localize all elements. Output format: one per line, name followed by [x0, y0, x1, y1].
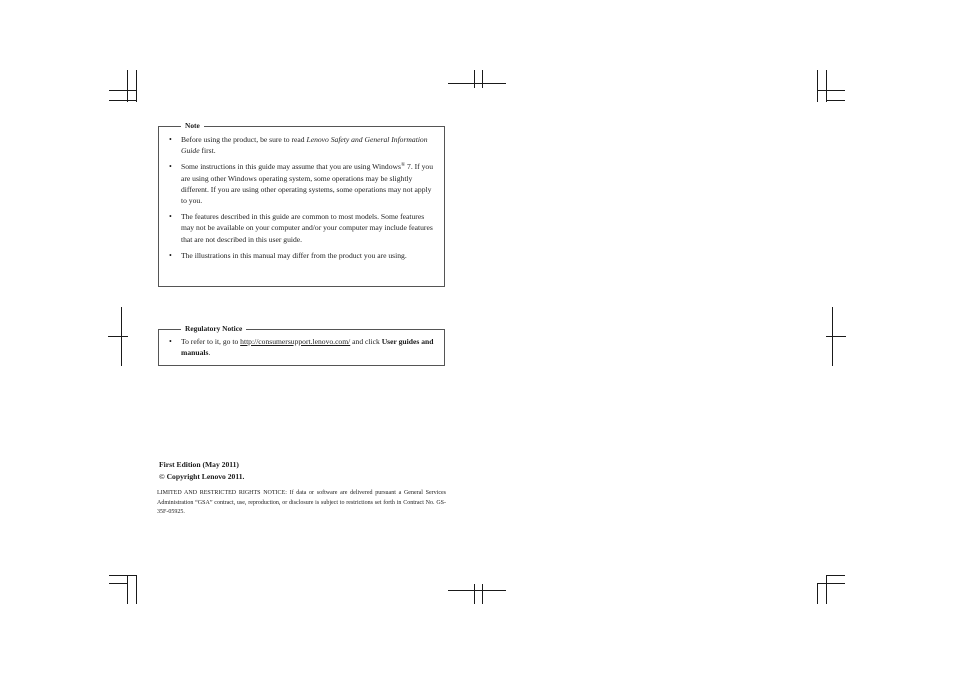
- regulatory-list: [159, 336, 444, 358]
- crop-mark: [817, 90, 845, 91]
- regulatory-title: Regulatory Notice: [181, 323, 246, 335]
- regulatory-item: • To refer to it, go to http://consumersupport.lenovo.com/ and click User guides and manuals.: [159, 336, 437, 358]
- support-link[interactable]: http://consumersupport.lenovo.com/: [240, 337, 351, 346]
- crop-mark: [826, 336, 846, 337]
- note-item: • The features described in this guide are common to most models. Some features may not be available on your computer and/or your computer may include features that are not described in this user guide.: [159, 211, 437, 245]
- note-title: Note: [181, 120, 204, 132]
- crop-mark: [109, 100, 137, 101]
- crop-mark: [817, 583, 818, 604]
- crop-mark: [448, 590, 506, 591]
- crop-mark: [121, 307, 122, 366]
- copyright-line: © Copyright Lenovo 2011.: [159, 471, 245, 481]
- crop-mark: [826, 70, 827, 102]
- crop-mark: [482, 584, 483, 604]
- legal-notice: LIMITED AND RESTRICTED RIGHTS NOTICE: If data or software are delivered pursuant a General Services Administration “GSA” contract, use, reproduction, or disclosure is subject to restrictions set forth in Contract No. GS-35F-05925.: [157, 490, 446, 515]
- crop-mark: [474, 584, 475, 604]
- crop-mark: [109, 575, 137, 576]
- edition-block: [159, 459, 244, 482]
- crop-mark: [127, 575, 128, 604]
- crop-mark: [109, 583, 127, 584]
- crop-mark: [109, 90, 137, 91]
- note-item: • The illustrations in this manual may differ from the product you are using.: [159, 250, 437, 261]
- regulatory-box: [158, 324, 445, 366]
- crop-mark: [448, 83, 506, 84]
- crop-mark: [826, 575, 827, 604]
- crop-mark: [474, 70, 475, 88]
- crop-mark: [817, 70, 818, 102]
- note-item: • Before using the product, be sure to read Lenovo Safety and General Information Guide first.: [159, 134, 437, 156]
- crop-mark: [136, 70, 137, 102]
- crop-mark: [482, 70, 483, 88]
- note-box: [158, 121, 445, 287]
- note-item: • Some instructions in this guide may assume that you are using Windows® 7. If you are using other Windows operating system, some operations may be slightly different. If you are using other operating systems, some operations may not apply to you.: [159, 161, 437, 206]
- crop-mark: [136, 575, 137, 604]
- crop-mark: [108, 336, 128, 337]
- user-guides-label: User guides and manuals: [181, 337, 434, 358]
- crop-mark: [826, 575, 845, 576]
- crop-mark: [826, 100, 845, 101]
- note-list: [159, 134, 444, 261]
- crop-mark: [832, 307, 833, 366]
- safety-guide-title: Lenovo Safety and General Information Guide: [181, 135, 428, 156]
- edition-line: First Edition (May 2011): [159, 460, 239, 469]
- registered-mark: ®: [400, 162, 406, 169]
- crop-mark: [817, 583, 845, 584]
- crop-mark: [127, 70, 128, 102]
